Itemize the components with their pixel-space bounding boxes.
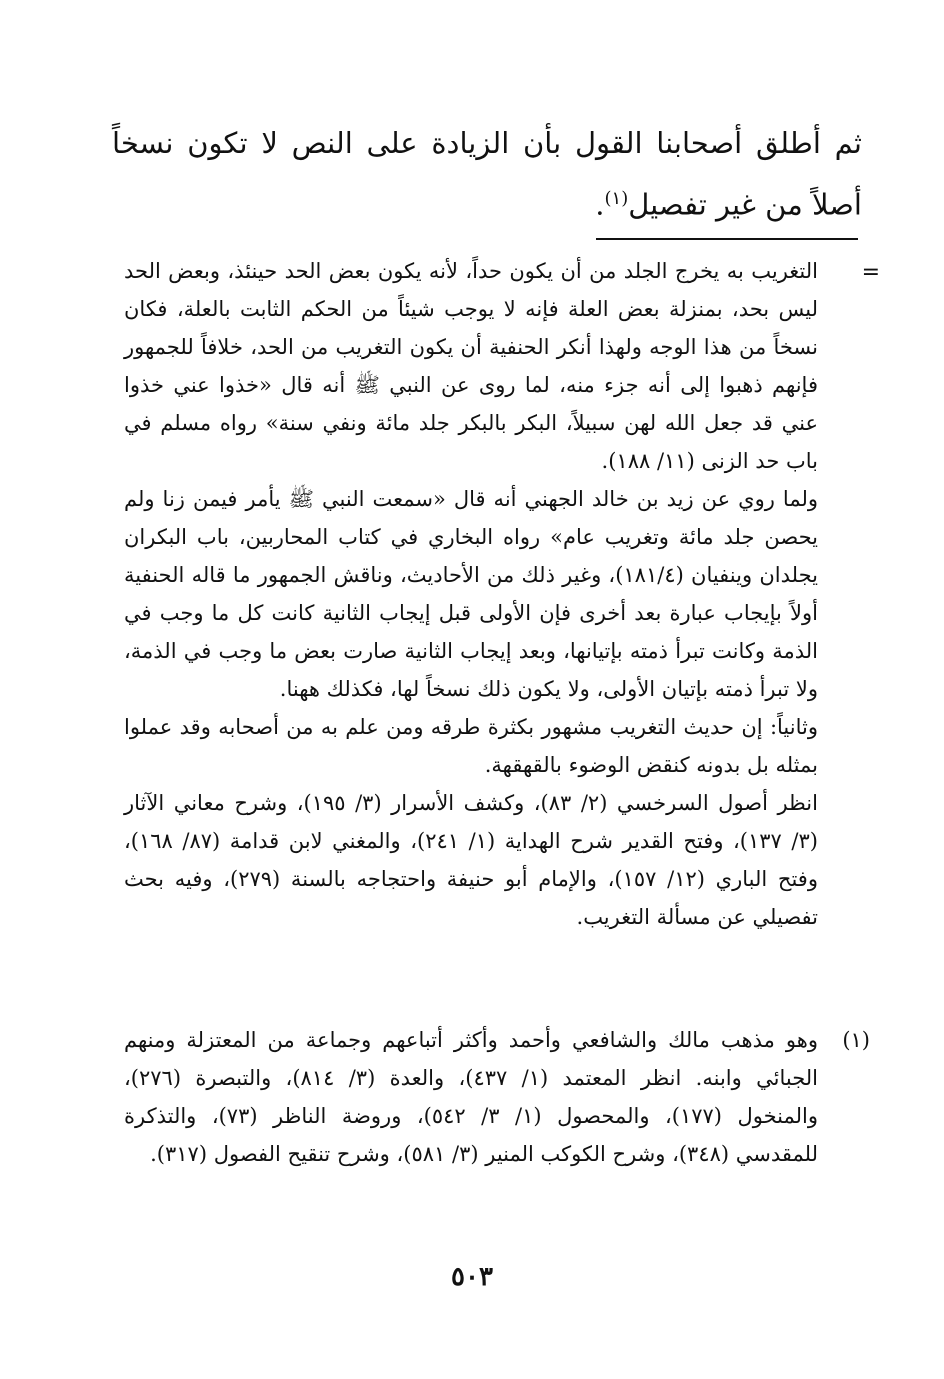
footnote-1-text: وهو مذهب مالك والشافعي وأحمد وأكثر أتباعهم وجماعة من المعتزلة ومنهم الجبائي وابنه. انظر المعتمد (١/ ٤٣٧)، والعدة (٣/ ٨١٤)، والتبصرة (٢٧٦)، والمنخول (١٧٧)، والمحصول (١/ ٣/ ٥٤٢)، وروضة الناظر (٧٣)، والتذكرة للمقدسي (٣٤٨)، وشرح الكوكب المنير (٣/ ٥٨١)، وشرح تنقيح الفصول (٣١٧).	[124, 1028, 818, 1166]
footnote-paragraph: وثانياً: إن حديث التغريب مشهور بكثرة طرقه ومن علم به من أصحابه وقد عملوا بمثله بل بدونه كنقض الوضوء بالقهقهة.	[124, 715, 818, 777]
page-number: ٥٠٣	[451, 1262, 493, 1292]
footnote-paragraph: التغريب به يخرج الجلد من أن يكون حداً، لأنه يكون بعض الحد حينئذ، وبعض الحد ليس بحد، بمنزلة بعض العلة فإنه لا يوجب شيئاً من الحكم الثابت بالعلة، فكان نسخاً من هذا الوجه ولهذا أنكر الحنفية أن يكون التغريب من الحد، خلافاً للجمهور فإنهم ذهبوا إلى أنه جزء منه، لما روى عن النبي ﷺ أنه قال «خذوا عني خذوا عني قد جعل الله لهن سبيلاً، البكر بالبكر جلد مائة ونفي سنة» رواه مسلم في باب حد الزنى (١١/ ١٨٨).	[124, 259, 818, 473]
main-text-body: ثم أطلق أصحابنا القول بأن الزيادة على النص لا تكون نسخاً أصلاً من غير تفصيل	[112, 126, 862, 222]
main-text	[112, 116, 862, 233]
continuation-mark: =	[861, 260, 880, 285]
footnote-reference[interactable]: (١)	[604, 188, 629, 209]
footnote-paragraph: ولما روي عن زيد بن خالد الجهني أنه قال «سمعت النبي ﷺ يأمر فيمن زنا ولم يحصن جلد مائة وتغريب عام» رواه البخاري في كتاب المحاربين، باب البكران يجلدان وينفيان (١٨١/٤)، وغير ذلك من الأحاديث، وناقش الجمهور ما قاله الحنفية أولاً بإيجاب عبارة بعد أخرى فإن الأولى قبل إيجاب الثانية كانت كل ما وجب في الذمة وكانت تبرأ ذمته بإتيانها، وبعد إيجاب الثانية صارت بعض ما وجب في الذمة، ولا تبرأ ذمته بإتيان الأولى، ولا يكون ذلك نسخاً لها، فكذلك ههنا.	[124, 487, 818, 701]
footnote-number: (١)	[842, 1028, 870, 1052]
main-text-end: .	[595, 187, 605, 222]
footnote-paragraph: انظر أصول السرخسي (٢/ ٨٣)، وكشف الأسرار (٣/ ١٩٥)، وشرح معاني الآثار (٣/ ١٣٧)، وفتح القدير شرح الهداية (١/ ٢٤١)، والمغني لابن قدامة (٨٧/ ١٦٨)، وفتح الباري (١٢/ ١٥٧)، والإمام أبو حنيفة واحتجاجه بالسنة (٢٧٩)، وفيه بحث تفصيلي عن مسألة التغريب.	[124, 791, 818, 929]
footnote-continuation	[124, 252, 818, 936]
footnote-separator	[596, 238, 858, 240]
